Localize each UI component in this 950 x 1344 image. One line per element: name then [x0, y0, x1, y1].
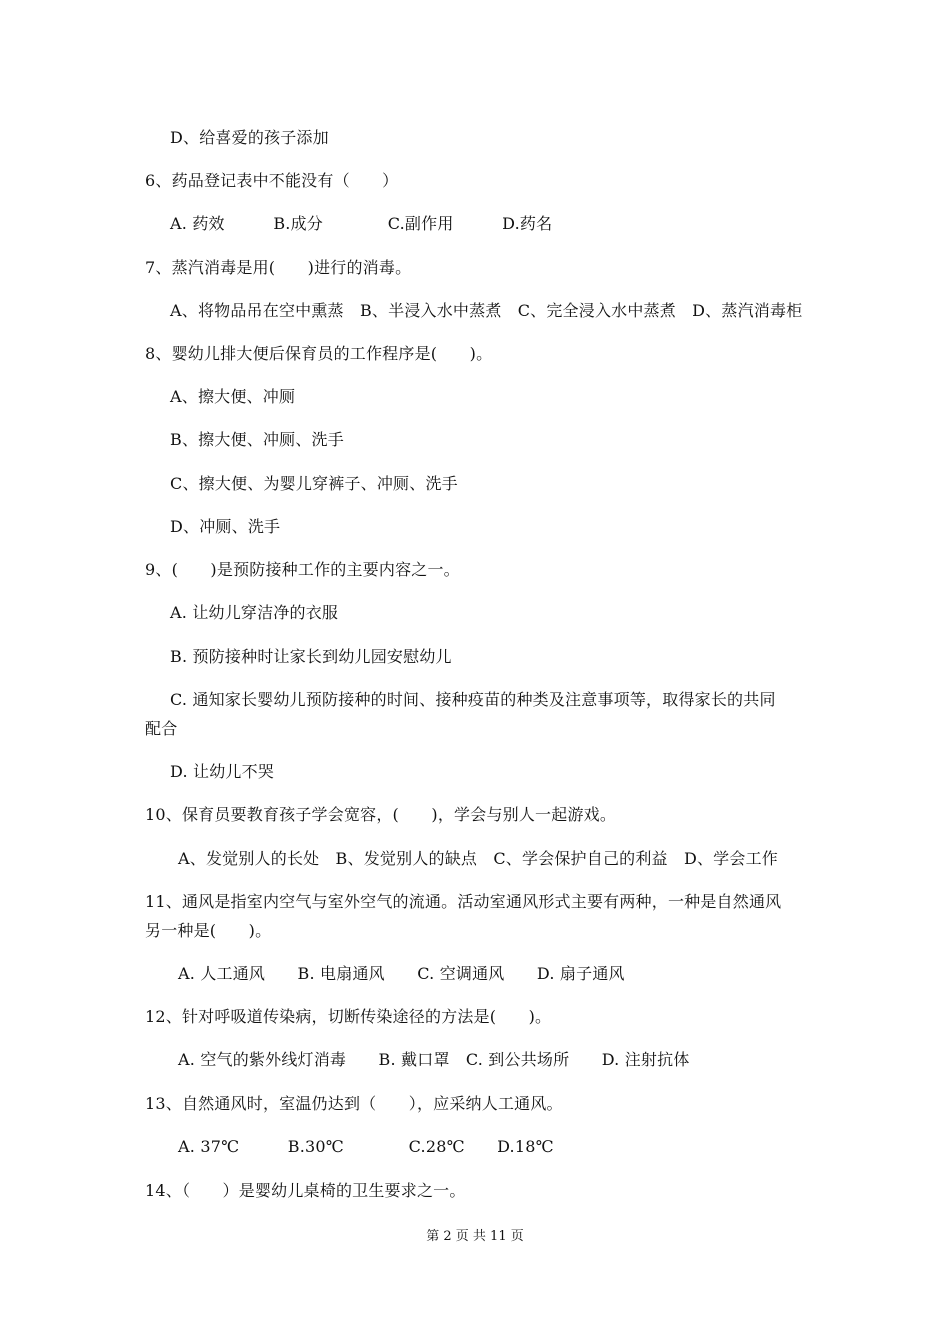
page-footer: 第 2 页 共 11 页 [426, 1229, 524, 1244]
option-8a: A、擦大便、冲厕 [170, 387, 296, 406]
option-9d: D. 让幼儿不哭 [170, 762, 275, 781]
question-10: 10、保育员要教育孩子学会宽容，( )，学会与别人一起游戏。 [145, 805, 617, 824]
question-11-continued: 另一种是( )。 [145, 921, 272, 940]
question-7: 7、蒸汽消毒是用( )进行的消毒。 [145, 258, 412, 277]
options-13: A. 37℃ B.30℃ C.28℃ D.18℃ [178, 1137, 554, 1156]
question-11: 11、通风是指室内空气与室外空气的流通。活动室通风形式主要有两种，一种是自然通风 [145, 892, 782, 911]
option-9c: C. 通知家长婴幼儿预防接种的时间、接种疫苗的种类及注意事项等，取得家长的共同 [170, 690, 776, 709]
question-6: 6、药品登记表中不能没有（ ） [145, 171, 399, 190]
question-8: 8、婴幼儿排大便后保育员的工作程序是( )。 [145, 344, 493, 363]
option-8c: C、擦大便、为婴儿穿裤子、冲厕、洗手 [170, 474, 458, 493]
question-13: 13、自然通风时，室温仍达到（ ），应采纳人工通风。 [145, 1094, 563, 1113]
options-12: A. 空气的紫外线灯消毒 B. 戴口罩 C. 到公共场所 D. 注射抗体 [178, 1050, 690, 1069]
question-14: 14、（ ）是婴幼儿桌椅的卫生要求之一。 [145, 1181, 466, 1200]
option-8d: D、冲厕、洗手 [170, 517, 281, 536]
options-10: A、发觉别人的长处 B、发觉别人的缺点 C、学会保护自己的利益 D、学会工作 [178, 849, 778, 868]
question-9: 9、( )是预防接种工作的主要内容之一。 [145, 560, 460, 579]
option-8b: B、擦大便、冲厕、洗手 [170, 430, 344, 449]
option-9b: B. 预防接种时让家长到幼儿园安慰幼儿 [170, 647, 452, 666]
options-11: A. 人工通风 B. 电扇通风 C. 空调通风 D. 扇子通风 [178, 964, 625, 983]
question-12: 12、针对呼吸道传染病，切断传染途径的方法是( )。 [145, 1007, 552, 1026]
option-5d: D、给喜爱的孩子添加 [170, 128, 329, 147]
options-6: A. 药效 B.成分 C.副作用 D.药名 [170, 214, 553, 233]
option-9a: A. 让幼儿穿洁净的衣服 [170, 603, 339, 622]
options-7: A、将物品吊在空中熏蒸 B、半浸入水中蒸煮 C、完全浸入水中蒸煮 D、蒸汽消毒柜 [170, 301, 803, 320]
option-9c-continued: 配合 [145, 719, 178, 738]
